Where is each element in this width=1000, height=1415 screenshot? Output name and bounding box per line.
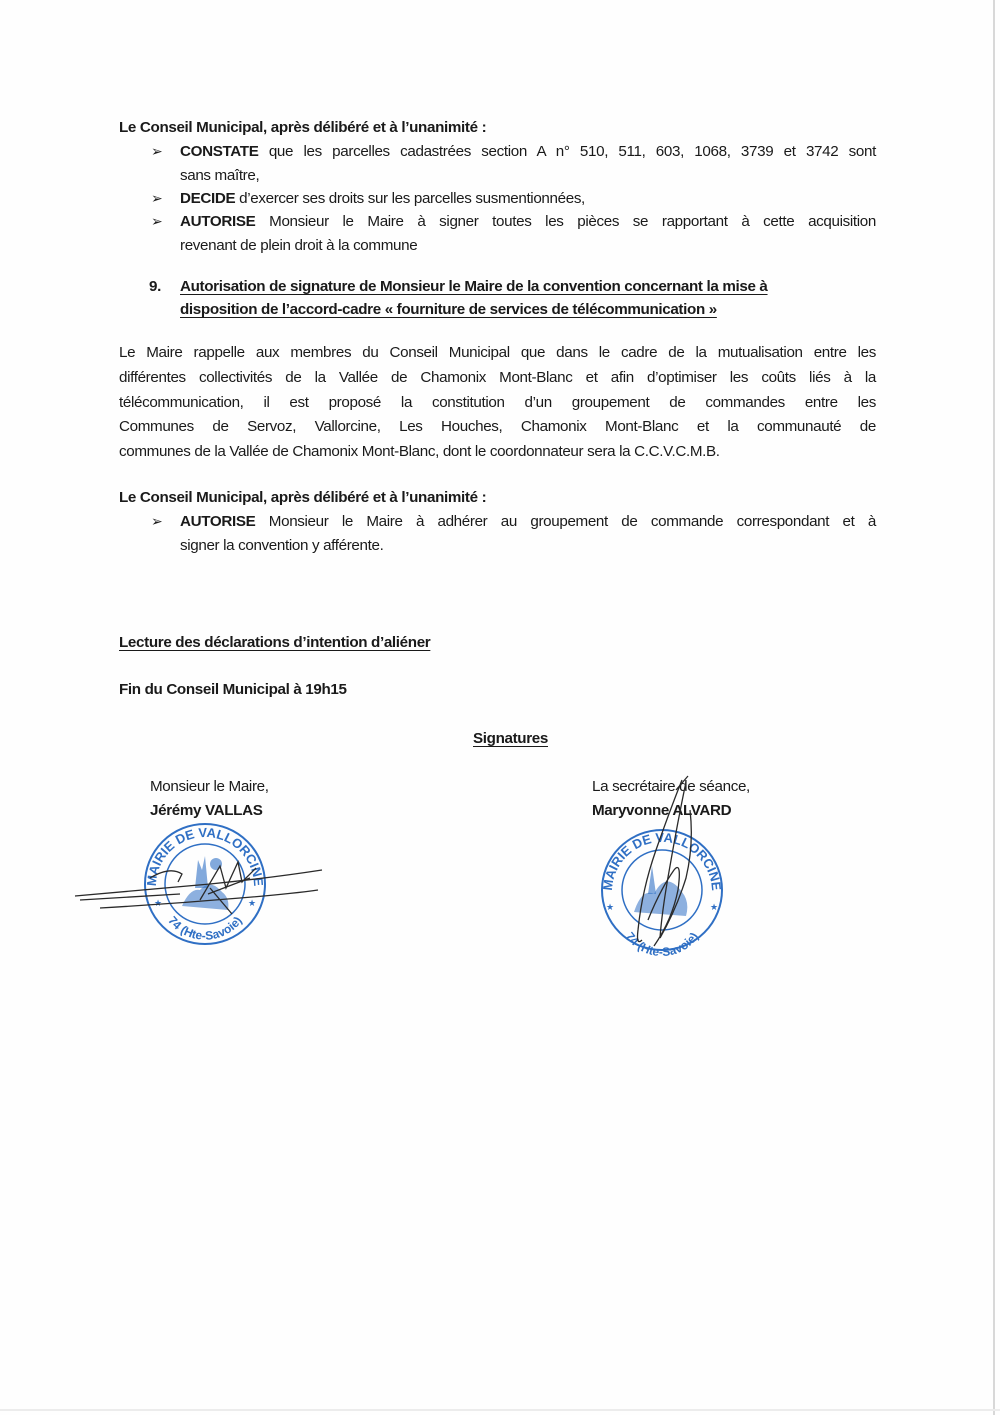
section-title-line2: disposition de l’accord-cadre « fourniture de services de télécommunication » [180,301,717,318]
decision-heading: Le Conseil Municipal, après délibéré et à l’unanimité : [119,119,487,136]
decision-text: Monsieur le Maire à adhérer au groupement de commande correspondant et à [255,513,876,530]
secretary-signature [638,776,692,946]
stamp-text-top: MAIRIE DE VALLORCINE [599,829,725,892]
paragraph-line: télécommunication, il est proposé la constitution d’un groupement de commandes entre les [119,393,876,411]
svg-text:★: ★ [154,899,163,909]
svg-text:★: ★ [248,899,257,909]
decision-keyword: AUTORISE [180,213,256,230]
decision-text-cont: signer la convention y afférente. [180,536,384,554]
decision-keyword: CONSTATE [180,143,259,160]
paragraph-line: différentes collectivités de la Vallée de Chamonix Mont-Blanc et afin d’optimiser les coûts liés à la [119,368,876,386]
bullet-arrow-icon: ➢ [151,190,163,206]
decision-text-cont: sans maître, [180,166,260,184]
section-paragraph [119,341,876,465]
scan-edge-bottom [0,1409,1000,1411]
svg-text:★: ★ [606,903,615,913]
stamp-text-top: MAIRIE DE VALLORCINE [143,824,267,887]
decision-keyword: DECIDE [180,190,236,207]
decision-item-autorise [180,210,876,257]
secretary-stamp-and-signature [590,770,740,960]
decision-text: Monsieur le Maire à signer toutes les pièces se rapportant à cette acquisition [255,213,876,230]
bullet-arrow-icon: ➢ [151,143,163,159]
decision-text-cont: revenant de plein droit à la commune [180,236,418,254]
decision-text: d’exercer ses droits sur les parcelles susmentionnées, [235,190,585,207]
svg-text:★: ★ [710,903,719,913]
decision-heading: Le Conseil Municipal, après délibéré et à l’unanimité : [119,489,487,506]
section-title-line1: Autorisation de signature de Monsieur le Maire de la convention concernant la mise à [180,278,768,295]
scan-edge-right [993,0,995,1415]
signatory-role-mayor: Monsieur le Maire, [150,778,269,795]
signatory-role-secretary: La secrétaire de séance, [592,778,750,795]
lecture-heading: Lecture des déclarations d’intention d’aliéner [119,634,431,651]
signatures-title: Signatures [473,730,548,747]
mayor-stamp-and-signature [60,818,340,948]
paragraph-line: Communes de Servoz, Vallorcine, Les Houches, Chamonix Mont-Blanc et la communauté de [119,418,876,436]
decision-item-constate [180,140,876,187]
stamp-text-bottom: 74 (Hte-Savoie) [622,929,702,960]
paragraph-line: Le Maire rappelle aux membres du Conseil Municipal que dans le cadre de la mutualisation entre les [119,344,876,361]
bullet-arrow-icon: ➢ [151,513,163,529]
section-number: 9. [149,278,161,295]
stamp-text-bottom: 74 (Hte-Savoie) [165,913,245,943]
decision-item-decide [180,187,876,211]
paragraph-line: communes de la Vallée de Chamonix Mont-Blanc, dont le coordonnateur sera la C.C.V.C.M.B. [119,443,720,461]
decision-item-autorise [180,510,876,557]
signatory-name-secretary: Maryvonne ALVARD [592,802,732,819]
decision-text: que les parcelles cadastrées section A n° 510, 511, 603, 1068, 3739 et 3742 sont [258,143,876,160]
end-of-meeting: Fin du Conseil Municipal à 19h15 [119,681,347,698]
signatory-name-mayor: Jérémy VALLAS [150,802,263,819]
decision-keyword: AUTORISE [180,513,256,530]
bullet-arrow-icon: ➢ [151,213,163,229]
